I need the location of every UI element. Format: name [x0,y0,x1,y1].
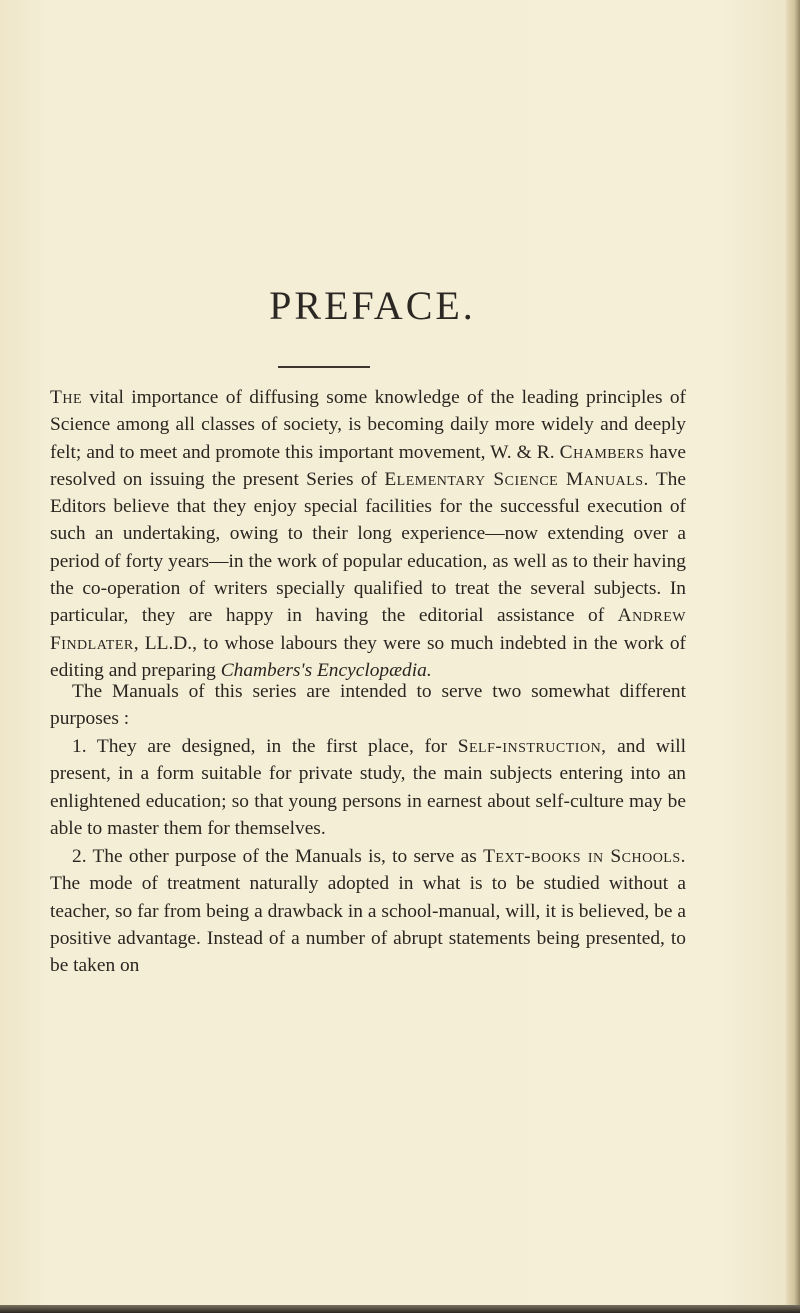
paragraph-3-text-a: They are designed, in the first place, for [86,736,458,757]
paragraph-4-text-b: The mode of treatment naturally adopted in what is to be studied without a teacher, so far from being a drawback in a school-manual, will, it is believed, be a positive advantage. Instead of a number of abrupt statements being presented, to be taken on [50,873,686,977]
page-edge-right [786,0,800,1313]
paragraph-1 [50,384,686,684]
editor-name: Andrew Findlater [50,605,686,654]
encyclopaedia-title: Chambers's Encyclopædia. [220,659,432,681]
paragraph-1-text-c: The Editors believe that they enjoy special facilities for the successful execution of such an undertaking, owing to their long experience—now extending over a period of forty years—in the work of popular education, as well as to their having the co-operation of writers specially qualified to treat the several subjects. In particular, they are happy in having the editorial assistance of [50,468,686,627]
series-name: Elementary Science Manuals. [384,468,649,490]
paragraph-3 [50,733,686,842]
publisher-name: Chambers [559,441,645,463]
paragraph-2: The Manuals of this series are intended to serve two somewhat different purposes : [50,681,686,730]
paragraph-1-text-d: , LL.D., to whose labours they were so much indebted in the work of editing and preparing [50,632,686,681]
title-rule [278,366,370,368]
paragraph-4-number: 2. [72,846,87,867]
self-instruction-term: Self-instruction, [457,736,607,757]
paragraph-3-number: 1. [72,736,87,757]
paragraph-3-text-b: and will present, in a form suitable for private study, the main subjects entering into an enlightened education; so that young persons in earnest about self-culture may be able to master them for themselves. [50,736,686,839]
paragraph-4 [50,843,686,979]
paragraph-1-lead: The [50,387,83,408]
page-title: PREFACE. [269,283,476,328]
paragraph-4-text-a: The other purpose of the Manuals is, to serve as [86,846,484,867]
text-books-term: Text-books in Schools. [483,846,686,867]
paragraph-1-text-b: have resolved on issuing the present Series of [50,441,686,490]
paragraph-1-text-a: vital importance of diffusing some knowledge of the leading principles of Science among all classes of society, is becoming daily more widely and deeply felt; and to meet and promote this important movement, W. & R. [50,387,686,463]
page-edge-bottom [0,1305,800,1313]
